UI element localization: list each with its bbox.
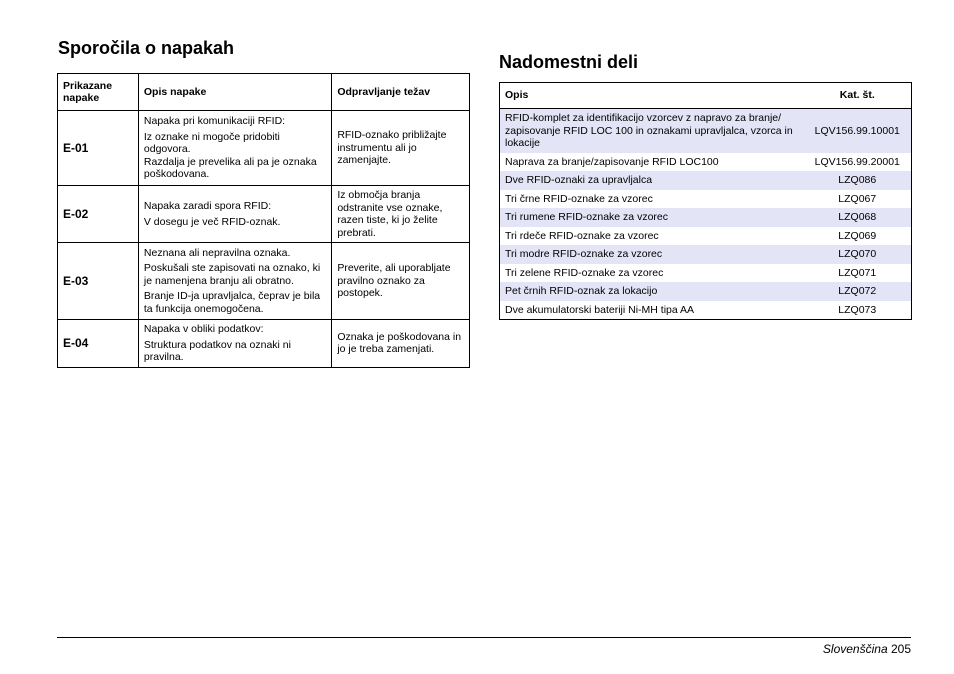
error-code: E-01 xyxy=(58,111,139,186)
page-number: 205 xyxy=(890,642,911,656)
table-row xyxy=(500,227,912,246)
catalog-number: LZQ070 xyxy=(804,245,912,264)
errors-section-title: Sporočila o napakah xyxy=(58,38,235,58)
part-description: Tri rumene RFID-oznake za vzorec xyxy=(500,208,804,227)
part-description: RFID-komplet za identifikacijo vzorcev z napravo za branje/ zapisovanje RFID LOC 100 in oznakami upravljalca, vzorca in lokacije xyxy=(500,109,804,153)
description-line: V dosegu je več RFID-oznak. xyxy=(143,215,281,228)
table-row xyxy=(58,243,470,320)
table-row xyxy=(500,264,912,283)
column-header: Opis napake xyxy=(138,74,331,111)
column-header: Odpravljanje težav xyxy=(332,74,470,111)
error-fix: Iz območja branja odstranite vse oznake, razen tiste, ki jo želite prebrati. xyxy=(332,186,470,243)
part-description: Tri rdeče RFID-oznake za vzorec xyxy=(505,229,659,242)
table-row xyxy=(58,320,470,368)
description-line: Iz oznake ni mogoče pridobiti odgovora. Razdalja je prevelika ali pa je oznaka poškodovana. xyxy=(143,130,317,181)
table-row xyxy=(500,208,912,227)
table-row xyxy=(500,109,912,153)
error-code: E-02 xyxy=(58,186,139,243)
description-line: Neznana ali nepravilna oznaka. xyxy=(143,246,291,259)
table-row xyxy=(500,301,912,320)
footer-divider xyxy=(57,637,911,638)
part-description: Dve RFID-oznaki za upravljalca xyxy=(500,171,804,190)
table-header-row xyxy=(500,83,912,109)
error-description xyxy=(138,243,331,320)
replacement-parts-table xyxy=(499,82,912,320)
error-description xyxy=(138,186,331,243)
part-description: Tri črne RFID-oznake za vzorec xyxy=(505,192,653,205)
error-fix: RFID-oznako približajte instrumentu ali jo zamenjajte. xyxy=(332,111,470,186)
catalog-number: LZQ073 xyxy=(838,303,877,316)
footer-language: Slovenščina xyxy=(822,642,888,656)
description-line: Napaka zaradi spora RFID: xyxy=(143,200,272,212)
table-row xyxy=(500,245,912,264)
catalog-number: LZQ067 xyxy=(838,192,877,205)
catalog-number: LZQ072 xyxy=(804,282,912,301)
error-code: E-03 xyxy=(58,243,139,320)
table-row xyxy=(500,153,912,172)
column-header: Opis xyxy=(500,83,804,109)
part-description: Tri modre RFID-oznake za vzorec xyxy=(500,245,804,264)
table-row xyxy=(58,186,470,243)
parts-section-title: Nadomestni deli xyxy=(499,52,639,72)
catalog-number: LQV156.99.10001 xyxy=(804,109,912,153)
catalog-number: LQV156.99.20001 xyxy=(814,155,900,168)
error-fix: Oznaka je poškodovana in jo je treba zamenjati. xyxy=(332,320,470,368)
error-messages-table xyxy=(57,73,470,368)
catalog-number: LZQ069 xyxy=(838,229,877,242)
description-line: Napaka v obliki podatkov: xyxy=(143,323,264,335)
part-description: Naprava za branje/zapisovanje RFID LOC100 xyxy=(505,155,719,168)
catalog-number: LZQ086 xyxy=(804,171,912,190)
error-description xyxy=(138,320,331,368)
part-description: Pet črnih RFID-oznak za lokacijo xyxy=(500,282,804,301)
description-line: Branje ID-ja upravljalca, čeprav je bila ta funkcija onemogočena. xyxy=(143,290,321,315)
part-description: Tri zelene RFID-oznake za vzorec xyxy=(505,266,664,279)
table-header-row xyxy=(58,74,470,111)
error-fix: Preverite, ali uporabljate pravilno oznako za postopek. xyxy=(332,243,470,320)
table-row xyxy=(58,111,470,186)
catalog-number: LZQ071 xyxy=(838,266,877,279)
description-line: Napaka pri komunikaciji RFID: xyxy=(143,115,286,128)
column-header: Prikazane napake xyxy=(58,74,139,111)
description-line: Poskušali ste zapisovati na oznako, ki je namenjena branju ali obratno. xyxy=(143,262,321,287)
page-footer xyxy=(823,642,911,656)
description-line: Struktura podatkov na oznaki ni pravilna. xyxy=(143,338,291,363)
table-row xyxy=(500,190,912,209)
error-code: E-04 xyxy=(58,320,139,368)
part-description: Dve akumulatorski bateriji Ni-MH tipa AA xyxy=(505,303,695,316)
table-row xyxy=(500,282,912,301)
catalog-number: LZQ068 xyxy=(804,208,912,227)
error-description xyxy=(138,111,331,186)
column-header: Kat. št. xyxy=(804,83,912,109)
table-row xyxy=(500,171,912,190)
